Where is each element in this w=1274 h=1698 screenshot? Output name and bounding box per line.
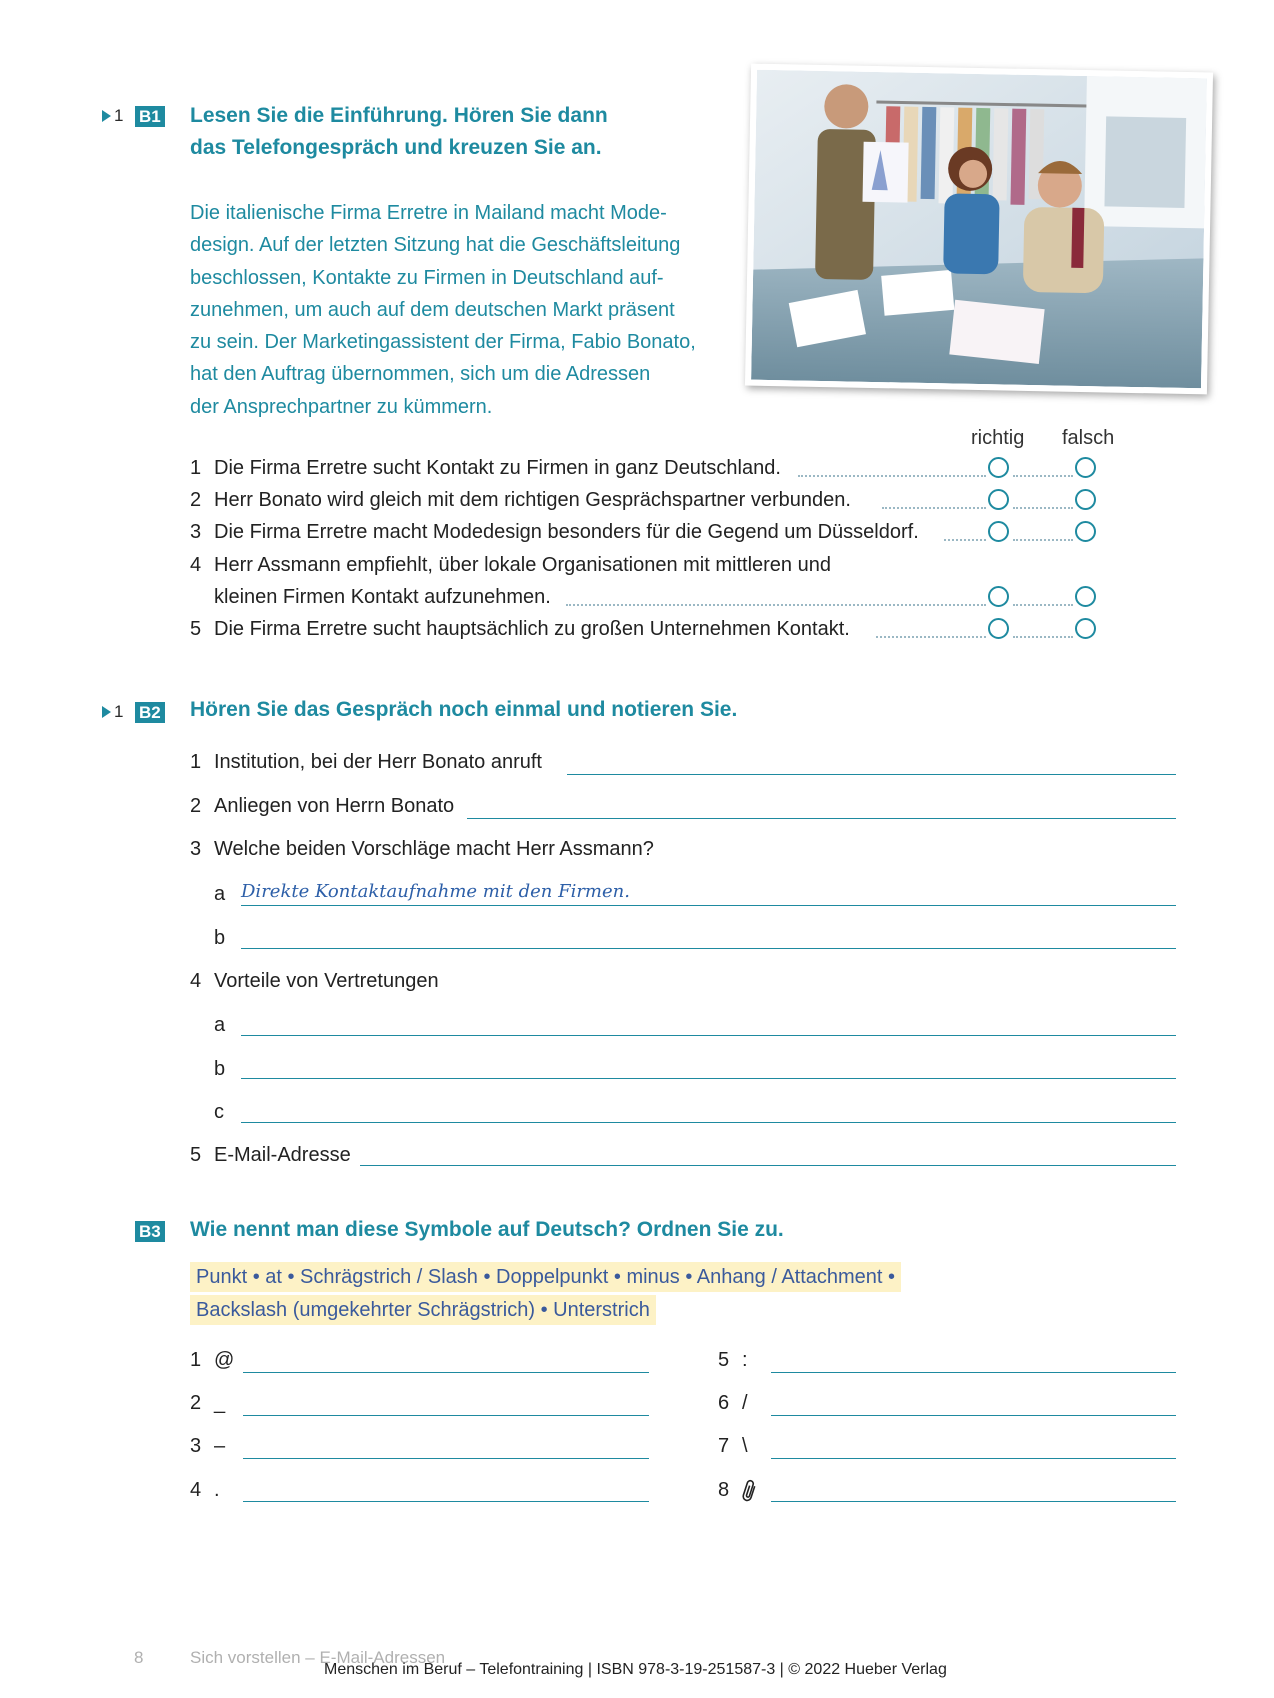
statement-text: Herr Bonato wird gleich mit dem richtigen Gesprächspartner verbunden.: [214, 489, 851, 511]
minus-symbol: –: [214, 1435, 226, 1457]
symbol-item: [190, 1435, 225, 1458]
intro-line: Die italienische Firma Erretre in Mailand macht Mode-: [190, 202, 667, 224]
page-number: 8: [134, 1648, 144, 1667]
symbol-number: 6: [718, 1392, 730, 1414]
imprint: Menschen im Beruf – Telefontraining | ISBN 978-3-19-251587-3 | © 2022 Hueber Verlag: [324, 1661, 947, 1678]
symbol-item: [718, 1349, 748, 1372]
statement-row: [190, 551, 831, 579]
b2-item-5: [190, 1142, 351, 1168]
richtig-header: richtig: [971, 427, 1025, 449]
word-box-line: Backslash (umgekehrter Schrägstrich) • Unterstrich: [190, 1295, 656, 1325]
audio-track-number: 1: [114, 702, 124, 721]
leader-dots: [944, 539, 986, 541]
leader-dots: [798, 475, 986, 477]
statement-row: [190, 615, 850, 643]
richtig-checkbox[interactable]: [988, 618, 1009, 639]
item-label: Welche beiden Vorschläge macht Herr Assmann?: [214, 838, 654, 860]
intro-line: zunehmen, um auch auf dem deutschen Markt präsent: [190, 298, 675, 321]
symbol-number: 4: [190, 1479, 202, 1501]
leader-dots: [566, 604, 986, 606]
task-title-b3: Wie nennt man diese Symbole auf Deutsch? Ordnen Sie zu.: [190, 1218, 784, 1241]
leader-dots: [1013, 636, 1073, 638]
item-label: Institution, bei der Herr Bonato anruft: [214, 751, 542, 773]
statement-text: kleinen Firmen Kontakt aufzunehmen.: [214, 586, 551, 608]
statement-text: Die Firma Erretre sucht Kontakt zu Firmen in ganz Deutschland.: [214, 457, 781, 479]
leader-dots: [1013, 475, 1073, 477]
intro-line: zu sein. Der Marketingassistent der Firma, Fabio Bonato,: [190, 331, 696, 354]
item-label: E-Mail-Adresse: [214, 1144, 351, 1166]
office-photo: [745, 64, 1213, 395]
chapter-title: Sich vorstellen – E-Mail-Adressen: [190, 1648, 446, 1667]
statement-text: Herr Assmann empfiehlt, über lokale Organisationen mit mittleren und: [214, 554, 831, 576]
b2-item-2: [190, 793, 454, 819]
statement-number: 4: [190, 554, 202, 576]
symbol-number: 5: [718, 1349, 730, 1371]
intro-line: hat den Auftrag übernommen, sich um die Adressen: [190, 363, 651, 386]
play-icon: [102, 110, 111, 122]
statement-row: [190, 518, 919, 546]
task-title-line: das Telefongespräch und kreuzen Sie an.: [190, 136, 602, 159]
dot-symbol: .: [214, 1479, 220, 1501]
paperclip-icon: [742, 1479, 758, 1503]
leader-dots: [882, 507, 986, 509]
task-badge-b1: B1: [135, 106, 165, 127]
symbol-number: 1: [190, 1349, 202, 1371]
task-badge-b2: B2: [135, 702, 165, 723]
answer-line[interactable]: [241, 1035, 1176, 1036]
b2-item-1: [190, 749, 542, 775]
backslash-symbol: \: [742, 1435, 748, 1457]
intro-line: design. Auf der letzten Sitzung hat die Geschäftsleitung: [190, 234, 681, 257]
falsch-checkbox[interactable]: [1075, 618, 1096, 639]
answer-line[interactable]: [243, 1458, 649, 1459]
task-title-b1: [190, 100, 608, 164]
answer-line[interactable]: [771, 1372, 1176, 1373]
sub-item-label: c: [214, 1101, 224, 1123]
task-badge-b3: B3: [135, 1221, 165, 1242]
sub-item-label: a: [214, 883, 226, 905]
symbol-number: 3: [190, 1435, 202, 1457]
statement-row-continued: [214, 583, 551, 611]
answer-line[interactable]: [243, 1372, 649, 1373]
intro-text: [190, 197, 730, 423]
statement-number: 3: [190, 521, 202, 543]
photo-illustration: [751, 70, 1207, 389]
statement-number: 2: [190, 489, 202, 511]
sub-item-label: b: [214, 1058, 226, 1080]
at-symbol: @: [214, 1349, 235, 1371]
answer-line[interactable]: [360, 1165, 1176, 1166]
item-label: Vorteile von Vertretungen: [214, 970, 439, 992]
symbol-number: 2: [190, 1392, 202, 1414]
falsch-checkbox[interactable]: [1075, 489, 1096, 510]
answer-line[interactable]: [241, 1122, 1176, 1123]
statement-text: Die Firma Erretre sucht hauptsächlich zu großen Unternehmen Kontakt.: [214, 618, 850, 640]
richtig-checkbox[interactable]: [988, 457, 1009, 478]
item-number: 2: [190, 795, 202, 817]
symbol-number: 7: [718, 1435, 730, 1457]
underscore-symbol: _: [214, 1392, 226, 1414]
slash-symbol: /: [742, 1392, 748, 1414]
answer-line[interactable]: [467, 818, 1176, 819]
b2-item-3: [190, 836, 654, 862]
intro-line: beschlossen, Kontakte zu Firmen in Deutschland auf-: [190, 266, 664, 289]
item-number: 3: [190, 838, 202, 860]
answer-line[interactable]: [771, 1415, 1176, 1416]
statement-number: 1: [190, 457, 202, 479]
richtig-checkbox[interactable]: [988, 586, 1009, 607]
answer-line[interactable]: [567, 774, 1176, 775]
answer-line[interactable]: [241, 905, 1176, 906]
colon-symbol: :: [742, 1349, 748, 1371]
falsch-checkbox[interactable]: [1075, 521, 1096, 542]
falsch-checkbox[interactable]: [1075, 457, 1096, 478]
example-answer: Direkte Kontaktaufnahme mit den Firmen.: [241, 881, 630, 902]
item-number: 1: [190, 751, 202, 773]
leader-dots: [1013, 604, 1073, 606]
b2-item-4: [190, 968, 439, 994]
symbol-number: 8: [718, 1479, 730, 1502]
symbol-item: [190, 1479, 220, 1502]
falsch-checkbox[interactable]: [1075, 586, 1096, 607]
leader-dots: [1013, 507, 1073, 509]
leader-dots: [1013, 539, 1073, 541]
sub-item-label: b: [214, 927, 226, 949]
falsch-header: falsch: [1062, 427, 1115, 449]
audio-track-marker: [102, 106, 123, 126]
audio-track-marker: [102, 702, 123, 722]
answer-line[interactable]: [243, 1501, 649, 1502]
play-icon: [102, 706, 111, 718]
richtig-checkbox[interactable]: [988, 489, 1009, 510]
statement-number: 5: [190, 618, 202, 640]
intro-line: der Ansprechpartner zu kümmern.: [190, 395, 493, 418]
word-box-line: Punkt • at • Schrägstrich / Slash • Doppelpunkt • minus • Anhang / Attachment •: [190, 1262, 901, 1292]
answer-line[interactable]: [771, 1501, 1176, 1502]
answer-line[interactable]: [241, 1078, 1176, 1079]
item-number: 4: [190, 970, 202, 992]
audio-track-number: 1: [114, 106, 124, 125]
answer-line[interactable]: [243, 1415, 649, 1416]
statement-row: [190, 454, 781, 482]
item-number: 5: [190, 1144, 202, 1166]
sub-item-label: a: [214, 1014, 226, 1036]
answer-line[interactable]: [241, 948, 1176, 949]
richtig-checkbox[interactable]: [988, 521, 1009, 542]
statement-row: [190, 486, 851, 514]
leader-dots: [876, 636, 986, 638]
symbol-item: [718, 1479, 758, 1503]
answer-line[interactable]: [771, 1458, 1176, 1459]
symbol-item: [718, 1392, 748, 1415]
task-title-b2: Hören Sie das Gespräch noch einmal und notieren Sie.: [190, 698, 738, 721]
symbol-item: [190, 1392, 225, 1415]
symbol-item: [190, 1349, 234, 1372]
symbol-item: [718, 1435, 748, 1458]
item-label: Anliegen von Herrn Bonato: [214, 795, 455, 817]
statement-text: Die Firma Erretre macht Modedesign besonders für die Gegend um Düsseldorf.: [214, 521, 919, 543]
task-title-line: Lesen Sie die Einführung. Hören Sie dann: [190, 104, 608, 127]
